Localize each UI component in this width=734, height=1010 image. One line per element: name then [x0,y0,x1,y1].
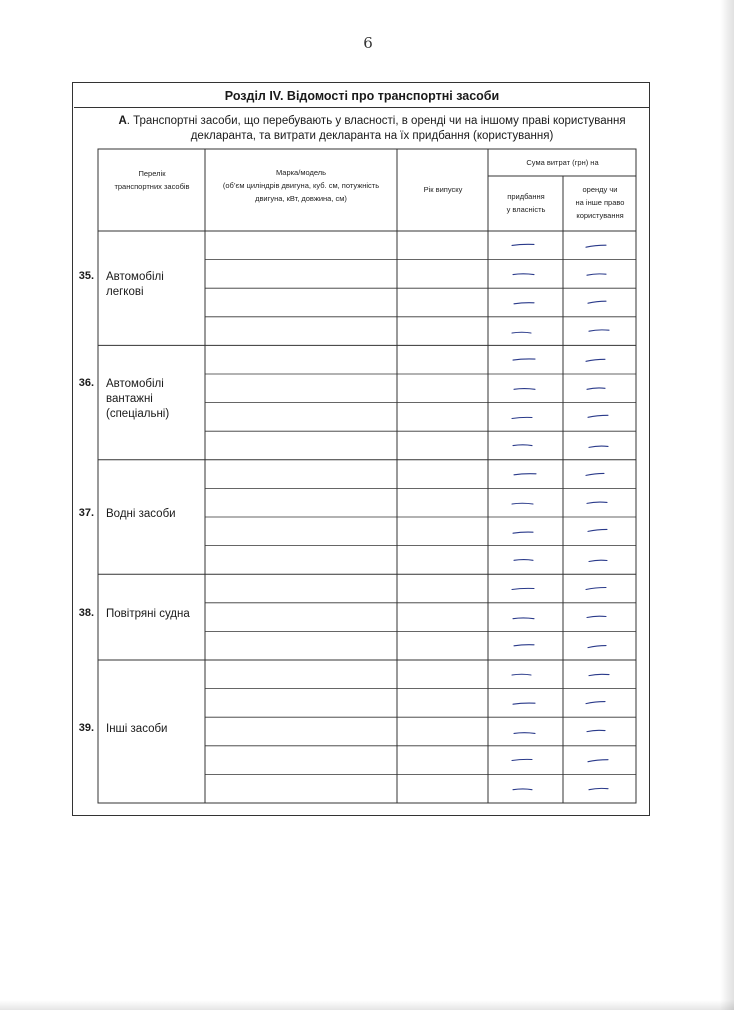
dash-rent [586,588,606,590]
dash-purchase [512,244,534,245]
category-name-line: Автомобілі [106,378,164,390]
header-list-line2: транспортних засобів [114,182,190,191]
dash-purchase [512,503,533,504]
header-brand-line3: двигуна, кВт, довжина, см) [255,194,347,203]
dash-rent [587,388,605,389]
category-number-38: 38. [78,607,94,619]
dash-rent [588,529,607,531]
category-number-36: 36. [78,377,94,389]
subsection-text-line2: декларанта, та витрати декларанта на їх придбання (користування) [190,130,554,142]
subsection-text-line1: . Транспортні засоби, що перебувають у власності, в оренді чи на іншому праві користування [126,115,626,127]
scan-edge-shadow [720,0,734,1010]
dash-purchase [513,359,535,360]
dash-purchase [514,303,534,304]
dash-rent [588,301,606,303]
dash-rent [586,245,606,247]
dash-purchase [514,389,535,390]
header-list-line1: Перелік [138,169,166,178]
dash-rent [586,473,604,475]
header-rent-line3: користування [576,211,624,220]
dash-rent [589,788,608,789]
scan-bottom-shadow [0,1000,734,1010]
header-brand [207,166,395,205]
header-list [100,167,204,193]
subsection-letter: А [118,115,127,127]
dash-purchase [513,703,535,704]
category-name-35 [106,270,202,300]
header-brand-line1: Марка/модель [275,168,327,177]
dash-purchase [513,618,534,619]
dash-rent [589,674,609,675]
category-number-35: 35. [78,270,94,282]
header-rent [565,183,635,222]
dash-rent [589,330,609,331]
dash-purchase [513,445,532,446]
dash-purchase [513,274,534,275]
header-brand-line2: (об’єм циліндрів двигуна, куб. см, потужність [222,181,380,190]
dash-rent [587,730,605,731]
category-name-line: легкові [106,286,144,298]
dash-rent [588,760,608,762]
header-purchase-line1: придбання [507,192,545,201]
header-sum: Сума витрат (грн) на [526,158,599,167]
dash-rent [586,702,605,704]
dash-rent [587,616,606,617]
dash-rent [588,646,606,648]
dash-purchase [513,789,532,790]
dash-rent [587,274,606,275]
category-name-line: Автомобілі [106,271,164,283]
dash-purchase [514,474,536,475]
dash-purchase [514,733,535,734]
category-name-line: (спеціальні) [106,408,170,420]
category-number-37: 37. [78,507,94,519]
header-rent-line1: оренду чи [582,185,618,194]
category-name-38: Повітряні судна [106,608,190,620]
page-number: 6 [363,34,373,52]
dash-purchase [512,332,531,333]
category-name-line: вантажні [106,393,153,405]
dash-rent [586,359,605,361]
dash-purchase [512,588,534,589]
category-name-39: Інші засоби [106,723,168,735]
dash-purchase [512,674,531,675]
dash-purchase [514,645,534,646]
section-title: Розділ IV. Відомості про транспортні засоби [74,84,650,108]
header-rent-line2: на інше право [575,198,625,207]
dash-rent [589,446,608,447]
category-number-39: 39. [78,722,94,734]
dash-rent [587,502,607,503]
header-purchase-line2: у власність [506,205,546,214]
dash-rent [588,415,608,417]
category-name-37: Водні засоби [106,508,176,520]
table-border [98,149,636,803]
header-year: Рік випуску [423,185,463,194]
category-name-36 [106,377,202,422]
dash-purchase [512,417,532,418]
header-purchase [490,190,562,216]
dash-purchase [512,759,532,760]
dash-purchase [514,560,533,561]
dash-purchase [513,532,533,533]
dash-rent [589,560,607,561]
